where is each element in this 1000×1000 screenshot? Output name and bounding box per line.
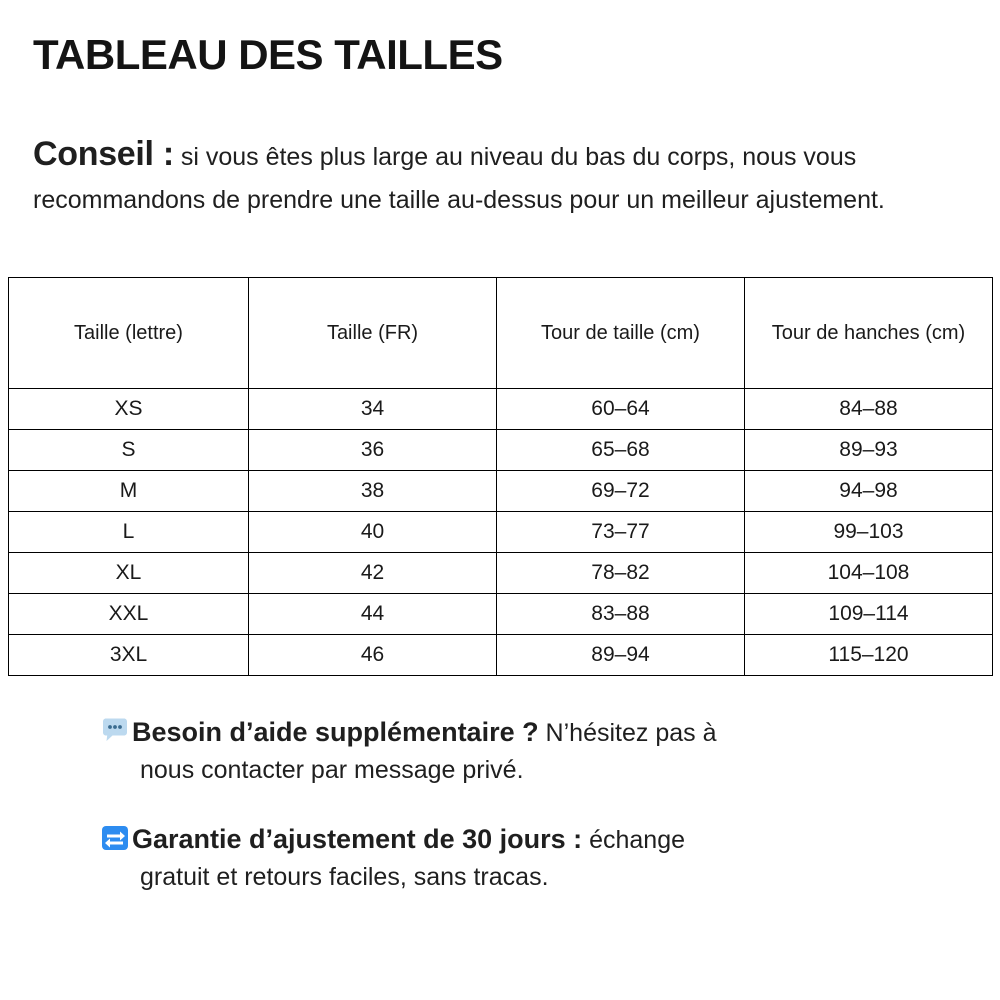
column-header-waist: Tour de taille (cm)	[497, 278, 745, 389]
exchange-arrows-icon	[100, 823, 130, 853]
cell-size-fr: 34	[249, 389, 497, 430]
help-note-text: N’hésitez pas à	[538, 719, 717, 747]
table-row	[9, 553, 993, 594]
cell-waist: 78–82	[497, 553, 745, 594]
cell-size-letter: 3XL	[9, 635, 249, 676]
table-row	[9, 594, 993, 635]
column-header-hips: Tour de hanches (cm)	[745, 278, 993, 389]
cell-waist: 65–68	[497, 430, 745, 471]
cell-hips: 109–114	[745, 594, 993, 635]
help-note	[100, 713, 980, 788]
guarantee-note-text: échange	[582, 826, 686, 854]
page-title: TABLEAU DES TAILLES	[33, 31, 503, 78]
cell-size-fr: 44	[249, 594, 497, 635]
column-header-size-fr: Taille (FR)	[249, 278, 497, 389]
guarantee-note-bold: Garantie d’ajustement de 30 jours :	[132, 824, 583, 854]
cell-size-letter: XS	[9, 389, 249, 430]
cell-size-fr: 46	[249, 635, 497, 676]
cell-size-fr: 42	[249, 553, 497, 594]
cell-hips: 94–98	[745, 471, 993, 512]
cell-size-letter: S	[9, 430, 249, 471]
cell-size-letter: XXL	[9, 594, 249, 635]
cell-size-letter: XL	[9, 553, 249, 594]
guarantee-note-line2: gratuit et retours faciles, sans tracas.	[140, 863, 549, 892]
cell-hips: 84–88	[745, 389, 993, 430]
cell-waist: 60–64	[497, 389, 745, 430]
cell-waist: 73–77	[497, 512, 745, 553]
advice-lead: Conseil :	[33, 135, 174, 173]
cell-size-fr: 36	[249, 430, 497, 471]
size-table	[8, 277, 993, 676]
cell-hips: 115–120	[745, 635, 993, 676]
advice-text: si vous êtes plus large au niveau du bas du corps, nous vous recommandons de prendre une taille au-dessus pour un meilleur ajustement.	[33, 143, 885, 214]
advice-paragraph	[33, 128, 983, 219]
cell-size-letter: L	[9, 512, 249, 553]
guarantee-note	[100, 820, 980, 895]
table-row	[9, 512, 993, 553]
cell-hips: 104–108	[745, 553, 993, 594]
cell-size-fr: 40	[249, 512, 497, 553]
table-row	[9, 471, 993, 512]
cell-waist: 89–94	[497, 635, 745, 676]
cell-waist: 69–72	[497, 471, 745, 512]
table-row	[9, 389, 993, 430]
table-row	[9, 430, 993, 471]
cell-waist: 83–88	[497, 594, 745, 635]
cell-size-letter: M	[9, 471, 249, 512]
speech-balloon-icon	[100, 716, 130, 746]
help-note-line2: nous contacter par message privé.	[140, 756, 524, 785]
help-note-bold: Besoin d’aide supplémentaire ?	[132, 717, 539, 747]
cell-size-fr: 38	[249, 471, 497, 512]
cell-hips: 89–93	[745, 430, 993, 471]
table-header-row	[9, 278, 993, 389]
column-header-size-letter: Taille (lettre)	[9, 278, 249, 389]
table-row	[9, 635, 993, 676]
cell-hips: 99–103	[745, 512, 993, 553]
